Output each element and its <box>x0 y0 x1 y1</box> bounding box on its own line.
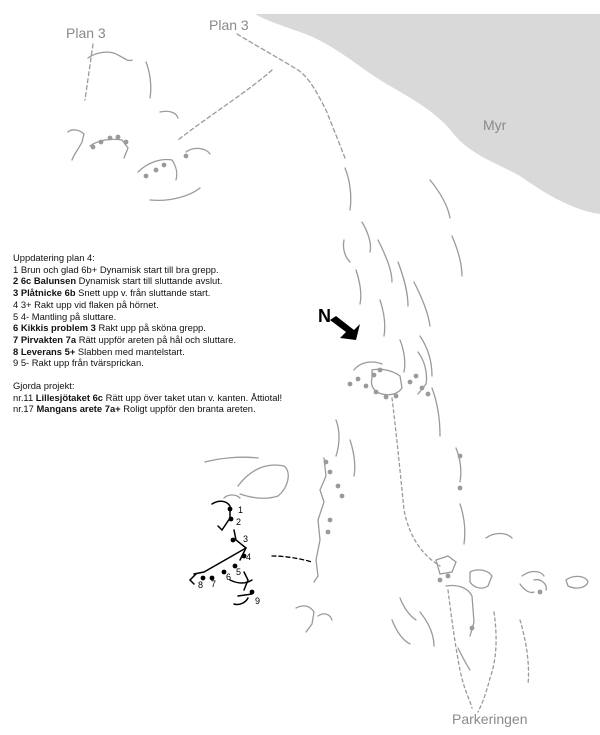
problem-number-9: 9 <box>255 596 261 606</box>
north-label: N <box>318 306 331 326</box>
problem-number-7: 7 <box>211 579 217 589</box>
legend-heading: Uppdatering plan 4: <box>13 252 95 263</box>
trail-plan3-right <box>237 34 345 158</box>
legend-item: 6 Kikkis problem 3 Rakt upp på sköna grepp. <box>13 322 206 334</box>
legend-item: 3 Plåtnicke 6b Snett upp v. från sluttande start. <box>13 287 211 299</box>
trail-plan3-right-2 <box>178 70 272 140</box>
problem-number-4: 4 <box>246 552 252 562</box>
problem-number-6: 6 <box>226 572 232 582</box>
label-plan3-left: Plan 3 <box>66 25 106 41</box>
problem-number-2: 2 <box>236 517 242 527</box>
legend-item: 5 4- Mantling på sluttare. <box>13 310 117 322</box>
myr-area <box>255 14 600 214</box>
north-arrow <box>330 316 360 340</box>
legend-item: 9 5- Rakt upp från tvärsprickan. <box>13 357 144 369</box>
problem-number-5: 5 <box>236 567 242 577</box>
legend-item: 8 Leverans 5+ Slabben med mantelstart. <box>13 345 185 357</box>
problem-number-1: 1 <box>238 505 244 515</box>
legend-item: 2 6c Balunsen Dynamisk start till sluttande avslut. <box>13 275 223 287</box>
projects-heading: Gjorda projekt: <box>13 380 75 392</box>
legend-item: 7 Pirvakten 7a Rätt uppför areten på hål och sluttare. <box>13 333 237 345</box>
legend <box>13 252 313 415</box>
legend-item: 4 3+ Rakt upp vid flaken på hörnet. <box>13 298 159 310</box>
problem-number-8: 8 <box>198 580 204 590</box>
trail-plan3-left <box>85 44 93 100</box>
project-item: nr.17 Mangans arete 7a+ Roligt uppför den branta areten. <box>13 403 256 415</box>
legend-item: 1 Brun och glad 6b+ Dynamisk start till bra grepp. <box>13 263 219 275</box>
problem-number-3: 3 <box>243 534 249 544</box>
label-myr: Myr <box>483 117 507 133</box>
label-plan3-right: Plan 3 <box>209 17 249 33</box>
project-item: nr.11 Lillesjötaket 6c Rätt upp över taket utan v. kanten. Åttiotal! <box>13 391 283 403</box>
label-parkering: Parkeringen <box>452 711 528 727</box>
